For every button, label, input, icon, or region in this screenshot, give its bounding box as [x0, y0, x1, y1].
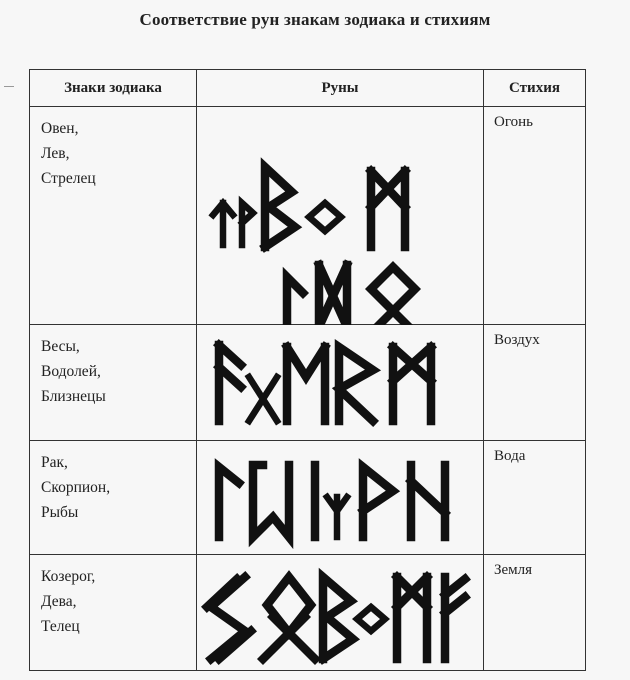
fehu-rune-icon [445, 577, 465, 659]
zodiac-sign: Козерог, [41, 568, 96, 585]
wunjo-rune-icon [242, 203, 253, 245]
zodiac-sign: Дева, [41, 593, 77, 610]
mannaz-rune-icon [397, 577, 427, 659]
header-runes: Руны [197, 70, 484, 107]
rune-correspondence-table [29, 69, 586, 671]
zodiac-sign: Стрелец [41, 170, 96, 187]
mannaz-rune-icon [371, 171, 405, 247]
zodiac-sign: Овен, [41, 120, 79, 137]
sowilo-rune-icon [207, 577, 251, 659]
ansuz-rune-icon [219, 345, 241, 421]
zodiac-sign: Близнецы [41, 388, 106, 405]
raidho-rune-icon [339, 347, 373, 421]
hagalaz-rune-icon [411, 465, 445, 537]
ehwaz-rune-icon [287, 347, 325, 421]
page-title: Соответствие рун знакам зодиака и стихиям [139, 10, 491, 29]
zodiac-cell [30, 107, 197, 325]
zodiac-sign: Рак, [41, 454, 68, 471]
zodiac-sign: Телец [41, 618, 80, 635]
runes-cell [197, 441, 484, 555]
ingwaz-rune-icon [357, 607, 385, 631]
element-name: Вода [494, 448, 526, 464]
othala-rune-icon [263, 577, 315, 659]
element-cell [484, 325, 586, 441]
zodiac-sign: Скорпион, [41, 479, 111, 496]
element-name: Огонь [494, 114, 533, 130]
runes-group [197, 441, 484, 555]
zodiac-sign: Весы, [41, 338, 80, 355]
laguz-rune-icon [219, 467, 239, 537]
table-row-earth [30, 555, 586, 671]
zodiac-sign: Лев, [41, 145, 70, 162]
zodiac-cell [30, 441, 197, 555]
tiwaz-rune-icon [213, 203, 233, 245]
zodiac-cell [30, 555, 197, 671]
algiz-rune-icon [327, 497, 347, 537]
margin-mark [4, 86, 14, 87]
berkano-rune-icon [323, 577, 353, 659]
header-zodiac: Знаки зодиака [30, 70, 197, 107]
runes-cell [197, 107, 484, 325]
zodiac-sign: Водолей, [41, 363, 101, 380]
othala-rune-icon [371, 267, 415, 325]
element-name: Земля [494, 562, 533, 578]
element-cell [484, 107, 586, 325]
table-row-fire [30, 107, 586, 325]
ingwaz-rune-icon [309, 203, 341, 231]
berkano-rune-icon [265, 167, 295, 247]
perthro-rune-icon [253, 465, 289, 537]
element-cell [484, 441, 586, 555]
wunjo-rune-icon [363, 467, 393, 537]
runes-cell [197, 325, 484, 441]
runes-group [197, 325, 484, 441]
element-cell [484, 555, 586, 671]
eihwaz-rune-icon [319, 265, 347, 325]
mannaz-rune-icon [393, 347, 431, 421]
zodiac-cell [30, 325, 197, 441]
runes-group [197, 107, 484, 325]
laguz-rune-icon [287, 277, 303, 325]
header-element: Стихия [484, 70, 586, 107]
runes-cell [197, 555, 484, 671]
table-row-air [30, 325, 586, 441]
element-name: Воздух [494, 332, 540, 348]
table-row-water [30, 441, 586, 555]
header-row [30, 70, 586, 107]
zodiac-sign: Рыбы [41, 504, 79, 521]
gebo-rune-icon [249, 377, 277, 421]
runes-group [197, 555, 484, 671]
